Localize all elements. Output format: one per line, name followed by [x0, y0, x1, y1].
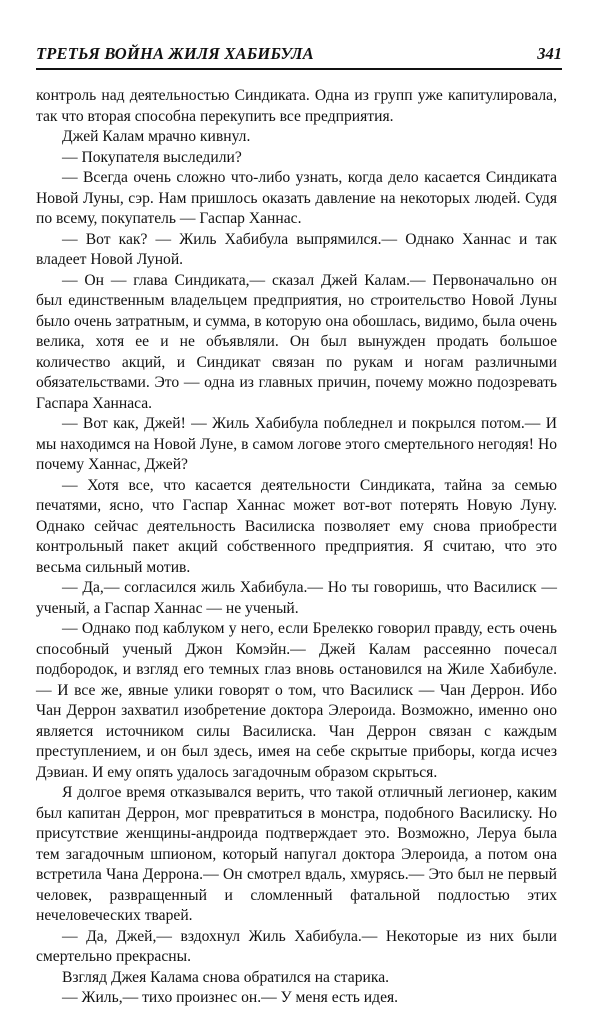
header-rule — [36, 68, 562, 70]
paragraph: — Вот как, Джей! — Жиль Хабибула побледнел и покрылся потом.— И мы находимся на Новой Луне, в самом логове этого смертельного негодяя! Но почему Ханнас, Джей? — [36, 415, 557, 473]
paragraph: Взгляд Джея Калама снова обратился на старика. — [62, 968, 390, 986]
running-title: ТРЕТЬЯ ВОЙНА ЖИЛЯ ХАБИБУЛА — [36, 44, 314, 63]
paragraph: — Он — глава Синдиката,— сказал Джей Калам.— Первоначально он был единственным владельцем предприятия, но строительство Новой Луны было очень затратным, и сумма, в которую она обошлась, видимо, была очень велика, хотя ее и не объявляли. Он был вынужден продать большое количество акций, и Синдикат связан по рукам и ногам различными обязательствами. Это — одна из главных причин, почему можно подозревать Гаспара Ханнаса. — [36, 271, 557, 412]
paragraph: — Покупателя выследили? — [62, 148, 242, 166]
paragraph: Джей Калам мрачно кивнул. — [62, 128, 251, 145]
running-header — [36, 44, 562, 68]
paragraph: Я долгое время отказывался верить, что такой отличный легионер, каким был капитан Деррон, мог превратиться в монстра, подобного Василиску. Но присутствие женщины-андроида подтверждает это. Возможно, Леруа была тем загадочным шпионом, который напугал доктора Элероида, а потом она встретила Чана Деррона.— Он смотрел вдаль, хмурясь.— Это был не первый человек, развращенный и сломленный фатальной подлостью этих нечеловеческих тварей. — [36, 784, 557, 924]
paragraph: — Да, Джей,— вздохнул Жиль Хабибула.— Некоторые из них были смертельно прекрасны. — [36, 927, 557, 965]
paragraph: — Да,— согласился жиль Хабибула.— Но ты говоришь, что Василиск — ученый, а Гаспар Ханнас — не ученый. — [36, 579, 557, 617]
body-text — [36, 86, 557, 1009]
paragraph: — Вот как? — Жиль Хабибула выпрямился.— Однако Ханнас и так владеет Новой Луной. — [36, 230, 557, 268]
page-number: 341 — [537, 44, 562, 63]
paragraph: — Всегда очень сложно что-либо узнать, когда дело касается Синдиката Новой Луны, сэр. Нам пришлось оказать давление на некоторых людей. Судя по всему, покупатель — Гаспар Ханнас. — [36, 169, 557, 227]
paragraph: — Хотя все, что касается деятельности Синдиката, тайна за семью печатями, ясно, что Гаспар Ханнас может вот-вот потерять Новую Луну. Однако сейчас деятельность Василиска позволяет ему снова приобрести контрольный пакет акций собственного предприятия. Я считаю, что это весьма сильный мотив. — [36, 476, 557, 576]
paragraph: контроль над деятельностью Синдиката. Одна из групп уже капитулировала, так что вторая способна перекупить все предприятия. — [36, 87, 557, 125]
paragraph: — Жиль,— тихо произнес он.— У меня есть идея. — [62, 989, 399, 1006]
paragraph: — Однако под каблуком у него, если Брелекко говорил правду, есть очень способный ученый Джон Комэйн.— Джей Калам рассеянно почесал подбородок, и взгляд его темных глаз вновь остановился на Жиле Хабибуле.— И все же, явные улики говорят о том, что Василиск — Чан Деррон. Ибо Чан Деррон захватил изобретение доктора Элероида. Возможно, именно оно является источником силы Василиска. Чан Деррон связан с каждым преступлением, и он был здесь, имея на себе скрытые приборы, когда исчез Дэвиан. И ему опять удалось загадочным образом скрыться. — [36, 620, 557, 781]
